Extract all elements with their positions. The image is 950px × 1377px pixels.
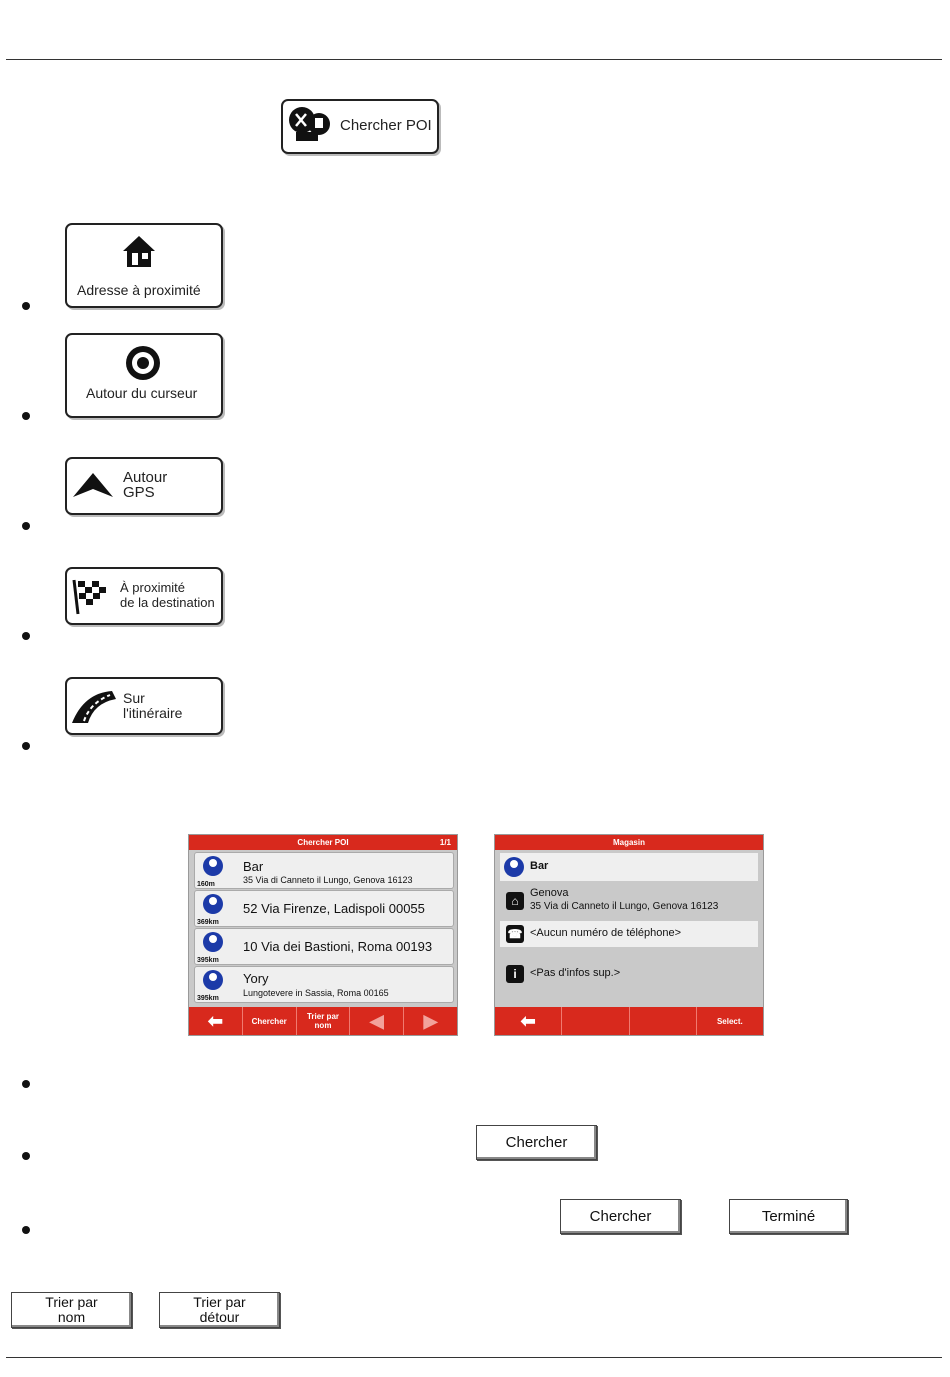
poi-distance: 160m <box>197 881 215 888</box>
bullet <box>22 412 30 420</box>
detail-info-row <box>500 949 758 999</box>
sort-by-detour-button[interactable]: Trier par détour <box>159 1292 280 1328</box>
screen-title-bar <box>495 835 763 850</box>
along-route-button[interactable] <box>65 677 223 735</box>
poi-icon <box>286 104 336 144</box>
next-page-button[interactable]: ▶ <box>423 1010 438 1031</box>
bullet <box>22 742 30 750</box>
poi-category-icon <box>203 932 223 952</box>
poi-city: Genova <box>530 887 569 899</box>
poi-category-icon <box>203 894 223 914</box>
poi-phone: <Aucun numéro de téléphone> <box>530 927 682 939</box>
bullet <box>22 302 30 310</box>
poi-detail-screen <box>494 834 764 1036</box>
list-item[interactable] <box>194 890 454 927</box>
poi-name: 52 Via Firenze, Ladispoli 00055 <box>243 901 425 916</box>
poi-address: 35 Via di Canneto il Lungo, Genova 16123 <box>530 901 719 912</box>
poi-distance: 395km <box>197 957 219 964</box>
around-cursor-button[interactable] <box>65 333 223 418</box>
option-label: Autour du curseur <box>86 385 198 401</box>
poi-name: Bar <box>243 859 264 874</box>
list-item[interactable] <box>194 852 454 889</box>
target-icon <box>123 343 163 383</box>
poi-name: 10 Via dei Bastioni, Roma 00193 <box>243 939 433 954</box>
back-button[interactable]: ⬅ <box>495 1007 562 1035</box>
detail-address-row <box>500 883 758 919</box>
search-button[interactable]: Chercher <box>476 1125 597 1160</box>
detail-phone-row <box>500 921 758 947</box>
sort-by-name-button[interactable]: Trier par nom <box>297 1007 351 1035</box>
page-indicator: 1/1 <box>439 838 451 847</box>
poi-category-icon <box>504 857 524 877</box>
poi-address: 35 Via di Canneto il Lungo, Genova 16123 <box>243 875 413 885</box>
search-button[interactable]: Chercher <box>560 1199 681 1234</box>
bullet <box>22 1226 30 1234</box>
prev-page-button[interactable]: ◀ <box>350 1007 404 1035</box>
checkered-flag-icon <box>70 576 110 616</box>
option-label: Autour GPS <box>123 469 168 501</box>
poi-distance: 395km <box>197 995 219 1002</box>
sort-by-name-button[interactable]: Trier par nom <box>11 1292 132 1328</box>
bullet <box>22 632 30 640</box>
find-poi-button[interactable] <box>281 99 439 154</box>
nearby-address-button[interactable] <box>65 223 223 308</box>
poi-address: Lungotevere in Sassia, Roma 00165 <box>243 988 389 998</box>
poi-category-icon <box>203 856 223 876</box>
option-label: Sur l'itinéraire <box>123 690 183 721</box>
screen-toolbar <box>495 1007 763 1035</box>
bullet <box>22 1152 30 1160</box>
list-item[interactable] <box>194 966 454 1003</box>
screen-title-bar <box>189 835 457 850</box>
home-icon: ⌂ <box>506 892 524 910</box>
bottom-rule <box>6 1357 942 1358</box>
search-button[interactable]: Chercher <box>243 1007 297 1035</box>
bullet <box>22 522 30 530</box>
info-icon: i <box>506 965 524 983</box>
road-icon <box>70 687 120 727</box>
poi-name: Yory <box>243 971 269 986</box>
option-label: À proximité de la destination <box>120 580 215 610</box>
disabled-button <box>562 1007 629 1035</box>
screen-toolbar <box>189 1007 457 1035</box>
list-item[interactable] <box>194 928 454 965</box>
house-icon <box>119 233 159 269</box>
detail-name-row <box>500 853 758 881</box>
poi-list-screen <box>188 834 458 1036</box>
disabled-button <box>630 1007 697 1035</box>
poi-category-icon <box>203 970 223 990</box>
top-rule <box>6 59 942 60</box>
around-gps-button[interactable] <box>65 457 223 515</box>
poi-name: Bar <box>530 860 549 872</box>
phone-icon: ☎ <box>507 927 523 941</box>
done-button[interactable]: Terminé <box>729 1199 848 1234</box>
bullet <box>22 1080 30 1088</box>
screen-title: Chercher POI <box>297 838 349 847</box>
screen-title: Magasin <box>612 838 645 847</box>
poi-distance: 369km <box>197 919 219 926</box>
poi-info: <Pas d'infos sup.> <box>530 967 621 979</box>
gps-arrow-icon <box>71 471 115 501</box>
option-label: Adresse à proximité <box>77 282 201 298</box>
find-poi-label: Chercher POI <box>340 117 432 134</box>
near-destination-button[interactable] <box>65 567 223 625</box>
select-button[interactable]: Select. <box>716 1016 743 1026</box>
back-button[interactable]: ⬅ <box>189 1007 243 1035</box>
